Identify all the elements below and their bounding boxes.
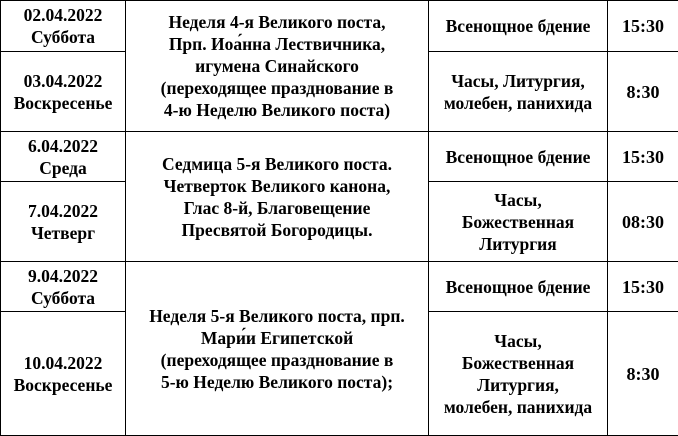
service-line: Всенощное бдение bbox=[432, 146, 604, 168]
date-text: 10.04.2022 bbox=[4, 352, 122, 374]
feast-line: 4-ю Неделю Великого поста) bbox=[129, 99, 425, 121]
feast-line: Седмица 5-я Великого поста. bbox=[129, 153, 425, 175]
service-cell bbox=[429, 262, 608, 312]
service-line: молебен, панихида bbox=[432, 92, 604, 114]
feast-line: Прп. Иоа́нна Лествичника, bbox=[129, 33, 425, 55]
weekday-text: Воскресенье bbox=[4, 374, 122, 396]
feast-line: Мари́и Египетской bbox=[129, 327, 425, 349]
weekday-text: Суббота bbox=[4, 26, 122, 48]
date-cell bbox=[1, 52, 126, 132]
table-row bbox=[1, 262, 678, 312]
feast-cell bbox=[126, 262, 429, 436]
service-cell bbox=[429, 1, 608, 52]
date-cell bbox=[1, 1, 126, 52]
service-line: Литургия bbox=[432, 233, 604, 255]
table-row bbox=[1, 1, 678, 52]
feast-line: (переходящее празднование в bbox=[129, 349, 425, 371]
feast-line: Четверток Великого канона, bbox=[129, 175, 425, 197]
time-cell: 8:30 bbox=[608, 312, 678, 436]
service-cell bbox=[429, 132, 608, 182]
feast-line: Неделя 4-я Великого поста, bbox=[129, 11, 425, 33]
service-line: молебен, панихида bbox=[432, 396, 604, 418]
service-line: Всенощное бдение bbox=[432, 15, 604, 37]
service-line: Божественная bbox=[432, 211, 604, 233]
time-cell: 15:30 bbox=[608, 262, 678, 312]
feast-cell bbox=[126, 132, 429, 262]
service-cell bbox=[429, 312, 608, 436]
date-text: 9.04.2022 bbox=[4, 265, 122, 287]
weekday-text: Суббота bbox=[4, 287, 122, 309]
time-cell: 08:30 bbox=[608, 182, 678, 262]
service-line: Литургия, bbox=[432, 374, 604, 396]
date-text: 03.04.2022 bbox=[4, 70, 122, 92]
service-line: Часы, bbox=[432, 189, 604, 211]
service-line: Божественная bbox=[432, 352, 604, 374]
time-cell: 15:30 bbox=[608, 1, 678, 52]
feast-cell bbox=[126, 1, 429, 132]
date-cell bbox=[1, 182, 126, 262]
date-cell bbox=[1, 262, 126, 312]
date-text: 02.04.2022 bbox=[4, 4, 122, 26]
date-text: 6.04.2022 bbox=[4, 135, 122, 157]
feast-line: Пресвятой Богородицы. bbox=[129, 219, 425, 241]
feast-line: Неделя 5-я Великого поста, прп. bbox=[129, 305, 425, 327]
feast-line: 5-ю Неделю Великого поста); bbox=[129, 371, 425, 393]
table-row bbox=[1, 132, 678, 182]
feast-line: игумена Синайского bbox=[129, 55, 425, 77]
weekday-text: Четверг bbox=[4, 222, 122, 244]
time-cell: 8:30 bbox=[608, 52, 678, 132]
date-cell bbox=[1, 312, 126, 436]
service-line: Всенощное бдение bbox=[432, 276, 604, 298]
service-line: Часы, bbox=[432, 330, 604, 352]
date-text: 7.04.2022 bbox=[4, 200, 122, 222]
time-cell: 15:30 bbox=[608, 132, 678, 182]
weekday-text: Среда bbox=[4, 157, 122, 179]
date-cell bbox=[1, 132, 126, 182]
service-line: Часы, Литургия, bbox=[432, 70, 604, 92]
feast-line: Глас 8-й, Благовещение bbox=[129, 197, 425, 219]
weekday-text: Воскресенье bbox=[4, 92, 122, 114]
feast-line: (переходящее празднование в bbox=[129, 77, 425, 99]
service-cell bbox=[429, 52, 608, 132]
service-cell bbox=[429, 182, 608, 262]
